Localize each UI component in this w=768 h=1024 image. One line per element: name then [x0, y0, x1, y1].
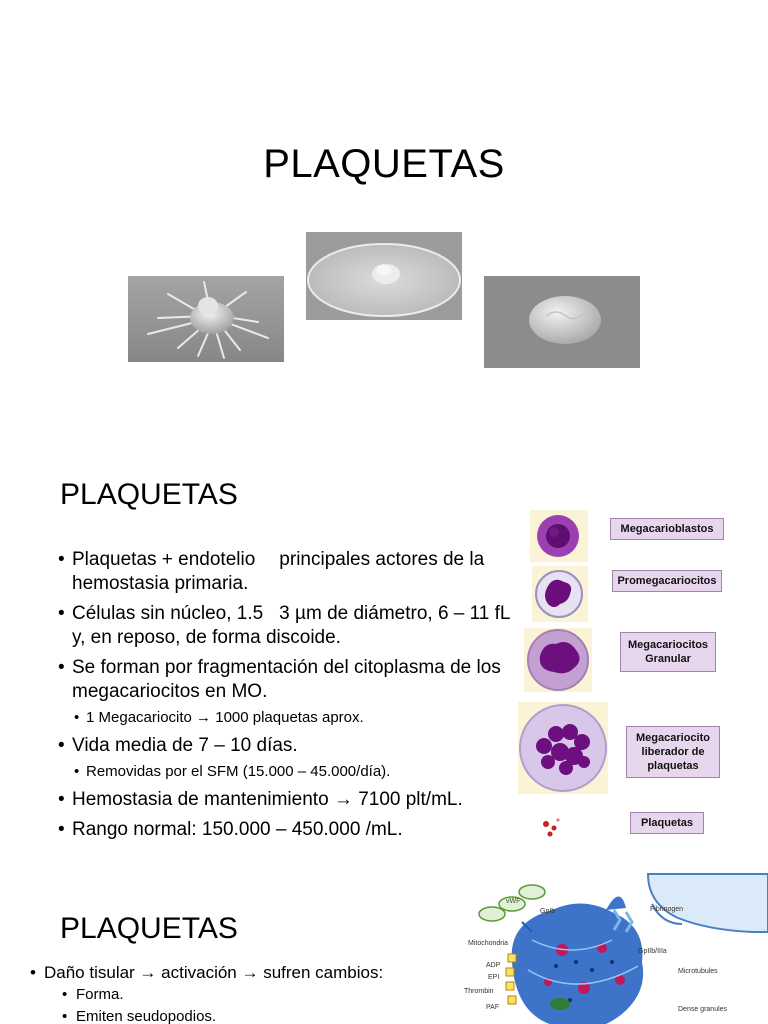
bullet-item: • Rango normal: 150.000 – 450.000 /mL.: [58, 818, 510, 842]
slide-heading: PLAQUETAS: [60, 912, 238, 945]
activated-platelet-image: [128, 276, 284, 362]
label-vwf: vWF: [506, 898, 521, 905]
label-gpib: GpIb: [540, 908, 556, 915]
label-paf: PAF: [486, 1004, 500, 1011]
slide-title: [0, 0, 768, 430]
bullet-list: [58, 548, 510, 848]
sub-bullet-item: • Forma.: [30, 984, 480, 1006]
label-promegakaryocyte: Promegacariocitos: [612, 570, 722, 592]
label-releasing-megakaryocyte: Megacariocito liberador de plaquetas: [626, 726, 720, 778]
spread-platelet-image: [306, 232, 462, 320]
label-dense-granules: Dense granules: [678, 1006, 728, 1013]
megakaryocyte-diagram: [514, 508, 754, 858]
bullet-item: • Se forman por fragmentación del citoplasma de los megacariocitos en MO.: [58, 656, 510, 704]
resting-platelet-image: [484, 276, 640, 368]
label-adp: ADP: [486, 962, 501, 969]
label-epi: EPI: [488, 974, 500, 981]
sub-bullet-item: • 1 Megacariocito → 1000 plaquetas aprox.: [58, 708, 510, 728]
bullet-item: • Vida media de 7 – 10 días.: [58, 734, 510, 758]
label-platelets: Plaquetas: [630, 812, 704, 834]
label-granular-megakaryocyte: Megacariocitos Granular: [620, 632, 716, 672]
platelet-structure-diagram: [452, 870, 768, 1024]
sub-bullet-item: • Removidas por el SFM (15.000 – 45.000/día).: [58, 762, 510, 782]
slide-platelet-facts: [0, 430, 768, 870]
label-microtubules: Microtubules: [678, 968, 718, 975]
label-megakaryoblast: Megacarioblastos: [610, 518, 724, 540]
bullet-item: • Daño tisular → activación → sufren cambios:: [30, 962, 480, 984]
slide-heading: PLAQUETAS: [60, 478, 238, 511]
bullet-item: • Células sin núcleo, 1.5 3 µm de diámetro, 6 – 11 fL y, en reposo, de forma discoide.: [58, 602, 510, 650]
label-mitochondria: Mitochondria: [468, 940, 509, 947]
sub-bullet-item: • Emiten seudopodios.: [30, 1006, 480, 1024]
label-fibrinogen: Fibrinogen: [650, 906, 684, 913]
label-gpiib-iiia: GpIIb/IIIa: [638, 948, 667, 955]
slide-platelet-activation: [0, 870, 768, 1024]
slide-title-heading: PLAQUETAS: [263, 142, 505, 186]
bullet-item: • Plaquetas + endotelio principales actores de la hemostasia primaria.: [58, 548, 510, 596]
label-thrombin: Thrombin: [464, 988, 494, 995]
bullet-item: • Hemostasia de mantenimiento → 7100 plt/mL.: [58, 788, 510, 812]
bullet-list: [30, 962, 480, 1024]
